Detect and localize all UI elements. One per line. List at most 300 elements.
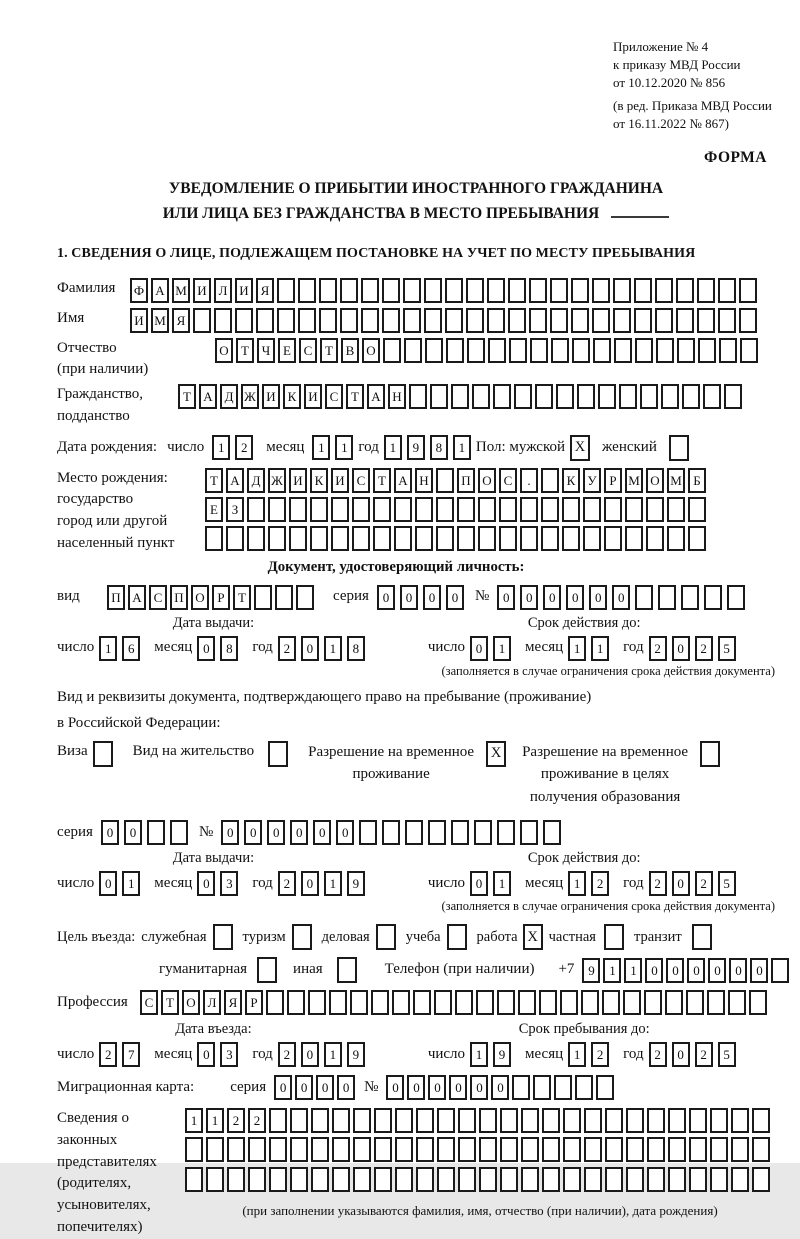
- surname-cell[interactable]: [445, 278, 463, 303]
- patronymic-cell[interactable]: [593, 338, 611, 363]
- representatives-cell[interactable]: 2: [227, 1108, 245, 1133]
- migration-number-cell[interactable]: [554, 1075, 572, 1100]
- representatives-cell[interactable]: [248, 1137, 266, 1162]
- id-expiry-day-cell[interactable]: 1: [493, 636, 511, 661]
- profession-cell[interactable]: [476, 990, 494, 1015]
- birth-place-cell[interactable]: У: [583, 468, 601, 493]
- id-issue-day-cell[interactable]: 6: [122, 636, 140, 661]
- purpose-transit-cell[interactable]: [692, 924, 712, 950]
- representatives-cell[interactable]: [500, 1167, 518, 1192]
- surname-cell[interactable]: [697, 278, 715, 303]
- birth-place-cell[interactable]: А: [226, 468, 244, 493]
- profession-cell[interactable]: [392, 990, 410, 1015]
- residence-issue-year-cell[interactable]: 0: [301, 871, 319, 896]
- surname-cell[interactable]: [739, 278, 757, 303]
- id-expiry-year-cell[interactable]: 2: [695, 636, 713, 661]
- residence-expiry-day-cell[interactable]: 0: [470, 871, 488, 896]
- patronymic-cell[interactable]: [530, 338, 548, 363]
- birth-year-cell[interactable]: 1: [384, 435, 402, 460]
- surname-cell[interactable]: [634, 278, 652, 303]
- birth-place-cell[interactable]: Р: [604, 468, 622, 493]
- surname-cell[interactable]: [403, 278, 421, 303]
- residence-expiry-day-cell[interactable]: 1: [493, 871, 511, 896]
- surname-cell[interactable]: М: [172, 278, 190, 303]
- representatives-cell[interactable]: [353, 1108, 371, 1133]
- id-doc-number-cell[interactable]: [635, 585, 653, 610]
- phone-cell[interactable]: 0: [687, 958, 705, 983]
- residence-number-cell[interactable]: 0: [221, 820, 239, 845]
- representatives-cell[interactable]: [731, 1108, 749, 1133]
- representatives-cell[interactable]: [458, 1108, 476, 1133]
- profession-cell[interactable]: Т: [161, 990, 179, 1015]
- representatives-cell[interactable]: [185, 1137, 203, 1162]
- birth-place-cell[interactable]: О: [478, 468, 496, 493]
- profession-cell[interactable]: О: [182, 990, 200, 1015]
- id-expiry-day-cell[interactable]: 0: [470, 636, 488, 661]
- representatives-cell[interactable]: [752, 1167, 770, 1192]
- representatives-cell[interactable]: [542, 1108, 560, 1133]
- birth-day-cell[interactable]: 2: [235, 435, 253, 460]
- representatives-cell[interactable]: [647, 1108, 665, 1133]
- surname-cell[interactable]: [592, 278, 610, 303]
- residence-issue-year-cell[interactable]: 2: [278, 871, 296, 896]
- migration-number-cell[interactable]: 0: [470, 1075, 488, 1100]
- birth-place-cell[interactable]: [436, 526, 454, 551]
- representatives-cell[interactable]: [206, 1137, 224, 1162]
- birth-month-cell[interactable]: 1: [312, 435, 330, 460]
- birth-place-cell[interactable]: [205, 526, 223, 551]
- migration-number-cell[interactable]: 0: [386, 1075, 404, 1100]
- birth-month-cell[interactable]: 1: [335, 435, 353, 460]
- patronymic-cell[interactable]: С: [299, 338, 317, 363]
- representatives-cell[interactable]: [269, 1137, 287, 1162]
- surname-cell[interactable]: Я: [256, 278, 274, 303]
- id-doc-number-cell[interactable]: [658, 585, 676, 610]
- migration-series-cell[interactable]: 0: [316, 1075, 334, 1100]
- representatives-cell[interactable]: [395, 1137, 413, 1162]
- residence-number-cell[interactable]: [405, 820, 423, 845]
- representatives-cell[interactable]: [563, 1167, 581, 1192]
- id-doc-kind-cell[interactable]: [296, 585, 314, 610]
- patronymic-cell[interactable]: В: [341, 338, 359, 363]
- id-issue-year-cell[interactable]: 0: [301, 636, 319, 661]
- migration-number-cell[interactable]: 0: [491, 1075, 509, 1100]
- citizenship-cell[interactable]: [451, 384, 469, 409]
- citizenship-cell[interactable]: [661, 384, 679, 409]
- surname-cell[interactable]: Л: [214, 278, 232, 303]
- patronymic-cell[interactable]: [740, 338, 758, 363]
- entry-day-cell[interactable]: 2: [99, 1042, 117, 1067]
- given-name-cell[interactable]: [256, 308, 274, 333]
- patronymic-cell[interactable]: [677, 338, 695, 363]
- id-doc-kind-cell[interactable]: [275, 585, 293, 610]
- given-name-cell[interactable]: Я: [172, 308, 190, 333]
- birth-place-cell[interactable]: З: [226, 497, 244, 522]
- birth-place-cell[interactable]: [667, 526, 685, 551]
- birth-place-cell[interactable]: [667, 497, 685, 522]
- citizenship-cell[interactable]: Д: [220, 384, 238, 409]
- residence-number-cell[interactable]: 0: [267, 820, 285, 845]
- purpose-private-cell[interactable]: [604, 924, 624, 950]
- residence-number-cell[interactable]: 0: [290, 820, 308, 845]
- purpose-official-cell[interactable]: [213, 924, 233, 950]
- representatives-cell[interactable]: [290, 1167, 308, 1192]
- representatives-cell[interactable]: [626, 1108, 644, 1133]
- profession-cell[interactable]: [434, 990, 452, 1015]
- patronymic-cell[interactable]: Т: [236, 338, 254, 363]
- citizenship-cell[interactable]: [493, 384, 511, 409]
- given-name-cell[interactable]: [655, 308, 673, 333]
- id-doc-kind-cell[interactable]: [254, 585, 272, 610]
- migration-series-cell[interactable]: 0: [274, 1075, 292, 1100]
- birth-place-cell[interactable]: [478, 526, 496, 551]
- birth-place-cell[interactable]: М: [667, 468, 685, 493]
- patronymic-cell[interactable]: [383, 338, 401, 363]
- sex-male-cell[interactable]: X: [570, 435, 590, 461]
- birth-place-cell[interactable]: [562, 526, 580, 551]
- birth-place-cell[interactable]: [646, 526, 664, 551]
- birth-place-cell[interactable]: Е: [205, 497, 223, 522]
- profession-cell[interactable]: [581, 990, 599, 1015]
- citizenship-cell[interactable]: И: [304, 384, 322, 409]
- citizenship-cell[interactable]: [430, 384, 448, 409]
- profession-cell[interactable]: [686, 990, 704, 1015]
- birth-place-cell[interactable]: [457, 526, 475, 551]
- stay-year-cell[interactable]: 2: [649, 1042, 667, 1067]
- representatives-cell[interactable]: [185, 1167, 203, 1192]
- id-expiry-year-cell[interactable]: 5: [718, 636, 736, 661]
- birth-place-cell[interactable]: [583, 497, 601, 522]
- surname-cell[interactable]: [508, 278, 526, 303]
- citizenship-cell[interactable]: А: [199, 384, 217, 409]
- birth-place-cell[interactable]: Т: [373, 468, 391, 493]
- stay-year-cell[interactable]: 5: [718, 1042, 736, 1067]
- birth-place-cell[interactable]: И: [331, 468, 349, 493]
- representatives-cell[interactable]: [752, 1108, 770, 1133]
- representatives-cell[interactable]: [437, 1137, 455, 1162]
- residence-expiry-month-cell[interactable]: 1: [568, 871, 586, 896]
- temp-residence-education-cell[interactable]: [700, 741, 720, 767]
- residence-issue-year-cell[interactable]: 1: [324, 871, 342, 896]
- surname-cell[interactable]: А: [151, 278, 169, 303]
- birth-place-cell[interactable]: С: [499, 468, 517, 493]
- stay-month-cell[interactable]: 2: [591, 1042, 609, 1067]
- profession-cell[interactable]: [602, 990, 620, 1015]
- representatives-cell[interactable]: [521, 1167, 539, 1192]
- representatives-cell[interactable]: [332, 1167, 350, 1192]
- sex-female-cell[interactable]: [669, 435, 689, 461]
- residence-issue-day-cell[interactable]: 0: [99, 871, 117, 896]
- given-name-cell[interactable]: [550, 308, 568, 333]
- citizenship-cell[interactable]: К: [283, 384, 301, 409]
- id-issue-day-cell[interactable]: 1: [99, 636, 117, 661]
- birth-place-cell[interactable]: [352, 497, 370, 522]
- representatives-cell[interactable]: [500, 1137, 518, 1162]
- birth-place-cell[interactable]: [373, 497, 391, 522]
- birth-place-cell[interactable]: Т: [205, 468, 223, 493]
- entry-year-cell[interactable]: 1: [324, 1042, 342, 1067]
- given-name-cell[interactable]: [508, 308, 526, 333]
- representatives-cell[interactable]: [584, 1108, 602, 1133]
- birth-year-cell[interactable]: 8: [430, 435, 448, 460]
- patronymic-cell[interactable]: [425, 338, 443, 363]
- citizenship-cell[interactable]: Т: [178, 384, 196, 409]
- given-name-cell[interactable]: [403, 308, 421, 333]
- birth-place-cell[interactable]: [436, 468, 454, 493]
- migration-series-cell[interactable]: 0: [337, 1075, 355, 1100]
- id-doc-number-cell[interactable]: [727, 585, 745, 610]
- patronymic-cell[interactable]: [719, 338, 737, 363]
- profession-cell[interactable]: [518, 990, 536, 1015]
- surname-cell[interactable]: [718, 278, 736, 303]
- representatives-cell[interactable]: [374, 1108, 392, 1133]
- representatives-cell[interactable]: [605, 1137, 623, 1162]
- residence-number-cell[interactable]: [474, 820, 492, 845]
- entry-month-cell[interactable]: 3: [220, 1042, 238, 1067]
- citizenship-cell[interactable]: Н: [388, 384, 406, 409]
- birth-place-cell[interactable]: [247, 497, 265, 522]
- citizenship-cell[interactable]: [535, 384, 553, 409]
- migration-number-cell[interactable]: [575, 1075, 593, 1100]
- given-name-cell[interactable]: [739, 308, 757, 333]
- given-name-cell[interactable]: [382, 308, 400, 333]
- residence-expiry-year-cell[interactable]: 2: [695, 871, 713, 896]
- citizenship-cell[interactable]: [598, 384, 616, 409]
- id-issue-year-cell[interactable]: 2: [278, 636, 296, 661]
- phone-cell[interactable]: 1: [624, 958, 642, 983]
- surname-cell[interactable]: [382, 278, 400, 303]
- id-expiry-year-cell[interactable]: 2: [649, 636, 667, 661]
- purpose-business-cell[interactable]: [376, 924, 396, 950]
- citizenship-cell[interactable]: [556, 384, 574, 409]
- representatives-cell[interactable]: [626, 1137, 644, 1162]
- profession-cell[interactable]: Р: [245, 990, 263, 1015]
- profession-cell[interactable]: С: [140, 990, 158, 1015]
- phone-cell[interactable]: 0: [666, 958, 684, 983]
- id-doc-number-cell[interactable]: 0: [566, 585, 584, 610]
- representatives-cell[interactable]: [353, 1167, 371, 1192]
- birth-place-cell[interactable]: [373, 526, 391, 551]
- birth-year-cell[interactable]: 9: [407, 435, 425, 460]
- representatives-cell[interactable]: [731, 1167, 749, 1192]
- stay-month-cell[interactable]: 1: [568, 1042, 586, 1067]
- id-issue-month-cell[interactable]: 0: [197, 636, 215, 661]
- id-doc-series-cell[interactable]: 0: [446, 585, 464, 610]
- id-issue-year-cell[interactable]: 1: [324, 636, 342, 661]
- birth-place-cell[interactable]: [310, 526, 328, 551]
- birth-place-cell[interactable]: [499, 526, 517, 551]
- profession-cell[interactable]: [707, 990, 725, 1015]
- migration-number-cell[interactable]: [596, 1075, 614, 1100]
- birth-place-cell[interactable]: [415, 526, 433, 551]
- birth-place-cell[interactable]: [625, 526, 643, 551]
- representatives-cell[interactable]: [668, 1167, 686, 1192]
- birth-place-cell[interactable]: [268, 497, 286, 522]
- given-name-cell[interactable]: [298, 308, 316, 333]
- entry-year-cell[interactable]: 2: [278, 1042, 296, 1067]
- representatives-cell[interactable]: [479, 1108, 497, 1133]
- patronymic-cell[interactable]: [698, 338, 716, 363]
- birth-place-cell[interactable]: [688, 497, 706, 522]
- surname-cell[interactable]: [655, 278, 673, 303]
- citizenship-cell[interactable]: [472, 384, 490, 409]
- profession-cell[interactable]: [455, 990, 473, 1015]
- birth-place-cell[interactable]: [541, 468, 559, 493]
- surname-cell[interactable]: [466, 278, 484, 303]
- birth-place-cell[interactable]: [436, 497, 454, 522]
- profession-cell[interactable]: [350, 990, 368, 1015]
- representatives-cell[interactable]: [521, 1108, 539, 1133]
- profession-cell[interactable]: [266, 990, 284, 1015]
- purpose-work-cell[interactable]: X: [523, 924, 543, 950]
- birth-place-cell[interactable]: [520, 497, 538, 522]
- representatives-cell[interactable]: [374, 1167, 392, 1192]
- id-doc-kind-cell[interactable]: П: [107, 585, 125, 610]
- representatives-cell[interactable]: [374, 1137, 392, 1162]
- birth-place-cell[interactable]: [520, 526, 538, 551]
- representatives-cell[interactable]: [395, 1167, 413, 1192]
- patronymic-cell[interactable]: О: [362, 338, 380, 363]
- migration-number-cell[interactable]: [533, 1075, 551, 1100]
- given-name-cell[interactable]: [193, 308, 211, 333]
- birth-place-cell[interactable]: [604, 497, 622, 522]
- citizenship-cell[interactable]: [703, 384, 721, 409]
- id-doc-number-cell[interactable]: 0: [497, 585, 515, 610]
- birth-place-cell[interactable]: [541, 526, 559, 551]
- representatives-cell[interactable]: [227, 1167, 245, 1192]
- surname-cell[interactable]: [298, 278, 316, 303]
- residence-number-cell[interactable]: [359, 820, 377, 845]
- profession-cell[interactable]: [497, 990, 515, 1015]
- phone-cell[interactable]: [771, 958, 789, 983]
- representatives-cell[interactable]: [206, 1167, 224, 1192]
- birth-place-cell[interactable]: И: [289, 468, 307, 493]
- patronymic-cell[interactable]: [404, 338, 422, 363]
- representatives-cell[interactable]: [311, 1137, 329, 1162]
- entry-day-cell[interactable]: 7: [122, 1042, 140, 1067]
- representatives-cell[interactable]: [290, 1108, 308, 1133]
- profession-cell[interactable]: [413, 990, 431, 1015]
- birth-place-cell[interactable]: [289, 526, 307, 551]
- representatives-cell[interactable]: [710, 1108, 728, 1133]
- citizenship-cell[interactable]: [409, 384, 427, 409]
- residence-number-cell[interactable]: [451, 820, 469, 845]
- residence-series-cell[interactable]: 0: [124, 820, 142, 845]
- given-name-cell[interactable]: [214, 308, 232, 333]
- representatives-cell[interactable]: [437, 1108, 455, 1133]
- representatives-cell[interactable]: [269, 1167, 287, 1192]
- representatives-cell[interactable]: [689, 1108, 707, 1133]
- representatives-cell[interactable]: [605, 1108, 623, 1133]
- birth-place-cell[interactable]: [604, 526, 622, 551]
- id-doc-series-cell[interactable]: 0: [377, 585, 395, 610]
- birth-place-cell[interactable]: П: [457, 468, 475, 493]
- birth-place-cell[interactable]: [688, 526, 706, 551]
- profession-cell[interactable]: [308, 990, 326, 1015]
- birth-place-cell[interactable]: О: [646, 468, 664, 493]
- surname-cell[interactable]: [340, 278, 358, 303]
- profession-cell[interactable]: [287, 990, 305, 1015]
- surname-cell[interactable]: [613, 278, 631, 303]
- citizenship-cell[interactable]: А: [367, 384, 385, 409]
- representatives-cell[interactable]: [689, 1167, 707, 1192]
- residence-issue-year-cell[interactable]: 9: [347, 871, 365, 896]
- residence-number-cell[interactable]: [543, 820, 561, 845]
- patronymic-cell[interactable]: Е: [278, 338, 296, 363]
- given-name-cell[interactable]: [718, 308, 736, 333]
- residence-number-cell[interactable]: 0: [313, 820, 331, 845]
- patronymic-cell[interactable]: Т: [320, 338, 338, 363]
- phone-cell[interactable]: 1: [603, 958, 621, 983]
- patronymic-cell[interactable]: [635, 338, 653, 363]
- profession-cell[interactable]: Я: [224, 990, 242, 1015]
- entry-month-cell[interactable]: 0: [197, 1042, 215, 1067]
- representatives-cell[interactable]: [563, 1108, 581, 1133]
- profession-cell[interactable]: [329, 990, 347, 1015]
- residence-number-cell[interactable]: [428, 820, 446, 845]
- birth-place-cell[interactable]: Н: [415, 468, 433, 493]
- birth-place-cell[interactable]: [394, 497, 412, 522]
- representatives-cell[interactable]: 1: [206, 1108, 224, 1133]
- representatives-cell[interactable]: [521, 1137, 539, 1162]
- residence-expiry-year-cell[interactable]: 5: [718, 871, 736, 896]
- id-expiry-month-cell[interactable]: 1: [568, 636, 586, 661]
- representatives-cell[interactable]: [626, 1167, 644, 1192]
- representatives-cell[interactable]: [269, 1108, 287, 1133]
- birth-place-cell[interactable]: .: [520, 468, 538, 493]
- representatives-cell[interactable]: [290, 1137, 308, 1162]
- residence-expiry-year-cell[interactable]: 2: [649, 871, 667, 896]
- id-doc-series-cell[interactable]: 0: [423, 585, 441, 610]
- birth-place-cell[interactable]: [562, 497, 580, 522]
- given-name-cell[interactable]: [361, 308, 379, 333]
- birth-place-cell[interactable]: [478, 497, 496, 522]
- citizenship-cell[interactable]: Ж: [241, 384, 259, 409]
- purpose-humanitarian-cell[interactable]: [257, 957, 277, 983]
- birth-place-cell[interactable]: А: [394, 468, 412, 493]
- profession-cell[interactable]: [644, 990, 662, 1015]
- birth-place-cell[interactable]: [541, 497, 559, 522]
- birth-place-cell[interactable]: К: [310, 468, 328, 493]
- representatives-cell[interactable]: 1: [185, 1108, 203, 1133]
- id-issue-month-cell[interactable]: 8: [220, 636, 238, 661]
- representatives-cell[interactable]: [248, 1167, 266, 1192]
- migration-number-cell[interactable]: 0: [407, 1075, 425, 1100]
- entry-year-cell[interactable]: 0: [301, 1042, 319, 1067]
- representatives-cell[interactable]: [458, 1167, 476, 1192]
- birth-place-cell[interactable]: М: [625, 468, 643, 493]
- birth-place-cell[interactable]: [457, 497, 475, 522]
- representatives-cell[interactable]: [332, 1108, 350, 1133]
- id-doc-number-cell[interactable]: 0: [589, 585, 607, 610]
- patronymic-cell[interactable]: [572, 338, 590, 363]
- birth-place-cell[interactable]: [331, 497, 349, 522]
- given-name-cell[interactable]: [529, 308, 547, 333]
- profession-cell[interactable]: [560, 990, 578, 1015]
- residence-number-cell[interactable]: [382, 820, 400, 845]
- birth-place-cell[interactable]: [289, 497, 307, 522]
- representatives-cell[interactable]: [479, 1167, 497, 1192]
- purpose-other-cell[interactable]: [337, 957, 357, 983]
- id-doc-number-cell[interactable]: 0: [543, 585, 561, 610]
- id-doc-kind-cell[interactable]: С: [149, 585, 167, 610]
- patronymic-cell[interactable]: [467, 338, 485, 363]
- purpose-study-cell[interactable]: [447, 924, 467, 950]
- profession-cell[interactable]: [539, 990, 557, 1015]
- id-doc-number-cell[interactable]: [681, 585, 699, 610]
- representatives-cell[interactable]: [542, 1137, 560, 1162]
- birth-place-cell[interactable]: [499, 497, 517, 522]
